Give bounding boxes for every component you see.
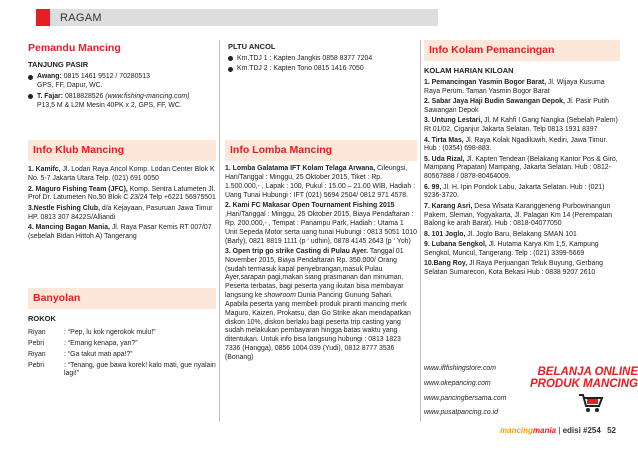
lomba-title: Info Lomba Mancing (225, 140, 417, 161)
guide-phone: 0815 1461 9512 / 70280513 (61, 73, 150, 81)
entry-name: 1. Lomba Galatama IFT Kolam Telaga Arwana, (225, 165, 376, 173)
entry-name: 2. Sabar Jaya Haji Budin Sawangan Depok, (424, 98, 565, 106)
divider (420, 40, 421, 422)
list-item (424, 231, 620, 240)
list-item (28, 73, 216, 91)
entry-text: Jl. Joglo Baru, Belakang SMAN 101 (465, 230, 577, 238)
promo-line1: BELANJA ONLINE (537, 366, 638, 378)
speech: : “Emang kenapa, yan?” (64, 339, 138, 347)
entry-name: 8. 101 Joglo, (424, 230, 466, 238)
bullet-icon (28, 94, 33, 99)
speech: : “Tenang, gue bawa korek! kalo mati, gue nyalain lagi!” (64, 361, 216, 378)
pemandu-section (28, 42, 216, 112)
list-item (225, 202, 417, 246)
list-item-text: Km.TDJ 1 : Kapten Jangkis 0858 8377 7204 (237, 54, 373, 62)
pltu-title: PLTU ANCOL (228, 42, 276, 51)
link-item[interactable]: www.okepancing.com (424, 379, 491, 387)
list-item (28, 93, 216, 111)
list-item (424, 260, 620, 278)
entry-text: Jl. Wijaya Kusuma Raya Perum. Taman Yasmin Bogor Barat (424, 79, 605, 95)
list-item (28, 205, 216, 223)
entry-text: Jl. Kapten Tendean (Belakang Kantor Pos & Giro, Mampang Prapatan) Mampang, Jakarta Selatan. Hub : 0812-80567888 / 0878-80464009. (424, 155, 618, 181)
page-header (0, 0, 638, 30)
list-item (225, 165, 417, 200)
entry-text: Tanggal 01 November 2015, Biaya Pendaftaran Rp. 350.000/ Orang (sudah termasuk kapal penyebrangan,masuk Pulau Ayer,sarapan pagi,makan siang prasmanan dan minuman. Peserta terbatas, bagi peserta yang ikutan bisa membayar langsung ke (225, 247, 404, 300)
list-item (28, 186, 216, 204)
brand-part2: mania (532, 426, 557, 435)
list-item (228, 65, 416, 74)
guide-name: Awang: (37, 73, 62, 81)
entry-name: 5. Uda Rizal, (424, 155, 465, 163)
line (37, 73, 150, 82)
entry-text: Jl. H. Ipin Pondok Labu, Jakarta Selatan. Hub : (021) 9236-3720. (424, 183, 605, 200)
line (37, 93, 189, 102)
list-item (424, 79, 620, 97)
speaker: Pebri (28, 361, 45, 369)
lomba-section (225, 140, 417, 364)
list-item (424, 117, 620, 135)
entry-text: Jl. Raya Kolak Ngadiluwih, Kediri, Jawa Timur. Hub : (0354) 698-883. (424, 136, 608, 153)
speaker: Pebri (28, 339, 45, 347)
list-item (424, 156, 620, 182)
link-item[interactable]: www.iftfishingstore.com (424, 365, 496, 372)
list-item (424, 98, 620, 116)
klub-title: Info Klub Mancing (28, 140, 216, 161)
list-item (424, 203, 620, 229)
kolam-subtitle: KOLAM HARIAN KILOAN (424, 66, 514, 76)
bullet-icon (228, 67, 233, 72)
link-item[interactable]: www.pancingbersama.com (424, 394, 507, 402)
link-item[interactable]: www.pusatpancing.co.id (424, 409, 498, 417)
kolam-section (424, 40, 620, 279)
speech: : “Ga takut mati apa!?” (64, 350, 133, 358)
brand-part1: mancing (500, 426, 533, 435)
entry-text: Komp. Sentra Latumeten Jl. Prof Dr. Latumeten No.50 Blok C 23/24 Telp +6221 56975501 (28, 185, 216, 202)
entry-text: Jl. Raya Pasar Kemis RT 007/07 (sebelah Bidan Hittoh A) Tangerang (28, 223, 212, 240)
entry-name: 2. Maguro Fishing Team (JFC), (28, 185, 128, 193)
entry-name: 7. Karang Asri, (424, 202, 473, 210)
guide-phone: 0818828526 (63, 92, 106, 100)
speech: : “Pep, lu kok ngerokok mulu!” (64, 329, 156, 337)
banyolan-subtitle: ROKOK (28, 314, 56, 324)
section-title: RAGAM (60, 12, 102, 24)
divider (219, 40, 220, 422)
list-item (225, 248, 417, 363)
entry-name: 10.Bang Roy, (424, 260, 468, 268)
promo-line2: PRODUK MANCING (530, 378, 638, 391)
bullet-icon (28, 75, 33, 80)
list-item-text (37, 93, 189, 111)
entry-name: 3.Nestle Fishing Club, (28, 204, 100, 212)
edition-label: edisi #254 (562, 426, 601, 435)
entry-name: 1. Kamifc, (28, 166, 61, 174)
entry-name: 1. Pemancingan Yasmin Bogor Barat, (424, 79, 547, 87)
entry-text: d/a Kejayaan, Pasuruan Jawa Timur HP. 0813 307 8422S/Alliandi (28, 204, 213, 221)
kolam-title: Info Kolam Pemancingan (424, 40, 620, 61)
list-item (228, 55, 416, 64)
entry-name: 3. Untung Lestari, (424, 117, 483, 125)
pemandu-subtitle: TANJUNG PASIR (28, 60, 89, 70)
entry-name: 6. 99, (424, 183, 442, 191)
entry-text: Dunia Pancing Gunung Sahari. Apabila peserta yang membeli produk piranti mancing merk Maguro, Kaizen, Prokatsu, dan Go Strike akan mendapatkan diskon 10%, diskon berlaku bagi peserta trip casting yang sudah melakukan pembayaran hingga batas waktu yang ditentukan. Untuk info bisa langsung hubungi : 0813 1823 7336 (Hangga), 0856 1004 039 (Yudi), 0812 8777 3536 (Bonang) (225, 292, 411, 361)
entry-name: 2. Kami FC Makasar Open Tournament Fishing 2015 (225, 202, 395, 210)
speaker: Riyan (28, 350, 46, 358)
banyolan-title: Banyolan (28, 288, 216, 309)
guide-details: GPS, FF, Dapur, WC. (37, 81, 103, 89)
guide-website: (www.fishing-mancing.com) (105, 92, 190, 100)
entry-text: Jl. M Kahfi I Gang Nangka (Sebelah Palem) Rt 01/02, Ciganjur Jakarta Selatan. Telp 0813 1931 8397 (424, 117, 618, 134)
entry-text: Cileungsi, Hari/Tanggal : Minggu, 25 Oktober 2015, Tiket : Rp. 1.500.000,- , Lapak : 100, Pukul : 15.00 – 21.00 WIB, Hadiah : Uang Tunai Hubungi : IFT (021) 5694 2504/ 0812 971 4578. (225, 165, 416, 199)
klub-section (28, 140, 216, 243)
list-item-text: Km.TDJ 2 : Kapten Tono 0815 1416 7050 (237, 65, 364, 73)
pltu-section (228, 42, 416, 76)
entry-text: Jl Raya Perjuangan Teluk Buyung, Gerbang Selatan Sumarecon, Kota Bekasi Hub : 0838 9207 2610 (424, 260, 603, 277)
list-item (424, 241, 620, 259)
list-item (28, 166, 216, 184)
header-accent (36, 9, 50, 26)
entry-text: Desa Wisata Karanggeneng Purbowinangun Pakem, Sleman, Yogyakarta, Jl. Palagan Km 14 (Perempatan Balong ke arah Barat). Hub : 0818-04077050 (424, 202, 613, 228)
entry-text: Jl. Hutama Karya Km 1,5, Kampung Sengkol, Muncul, Tangerang. Telp : (021) 3399-5669 (424, 241, 599, 257)
entry-name: 4. Mancing Bagan Mania, (28, 223, 110, 231)
guide-name: T. Fajar: (37, 92, 64, 100)
entry-italic: showroom (264, 292, 296, 300)
entry-text: Jl. Lodan Raya Ancol Komp. Lodan Center Blok K No. 5-7 Jakarta Utara Telp. (021) 691 0050 (28, 166, 215, 183)
entry-text: ,Hari/Tanggal : Minggu, 25 Oktober 2015, Biaya Pendaftaran : Rp. 200.000,- , Tempat : Panampu Park, Hadiah : Utama 1 Unit Sepeda Motor serta uang tunai Hubungi : 0813 5051 1010 (Barly), 0821 8819 1111 (p ‘ udhin), 0878 4145 2643 (p ‘ Yoh) (225, 211, 417, 245)
list-item-text (37, 73, 150, 91)
list-item (28, 224, 216, 242)
entry-name: 3. Open trip go strike Casting di Pulau Ayer. (225, 247, 369, 255)
entry-name: 4. Tirta Mas, (424, 136, 464, 144)
guide-details: P13,5 M & L2M Mesin 40PK x 2, GPS, FF, WC. (37, 101, 182, 109)
pemandu-title: Pemandu Mancing (28, 42, 121, 54)
footer-brand (500, 426, 556, 435)
list-item (424, 184, 620, 202)
shopping-cart-icon (578, 393, 604, 413)
page-number: 52 (607, 426, 616, 435)
entry-text: Jl. Pasir Putih Sawangan Depok (424, 98, 609, 115)
banyolan-section (28, 288, 216, 379)
speaker: Riyan (28, 329, 46, 337)
entry-name: 9. Lubana Sengkol, (424, 241, 487, 249)
bullet-icon (228, 56, 233, 61)
list-item (424, 137, 620, 155)
promo-text (500, 366, 638, 390)
page-footer: mancingmania | edisi #254 52 (500, 426, 616, 435)
